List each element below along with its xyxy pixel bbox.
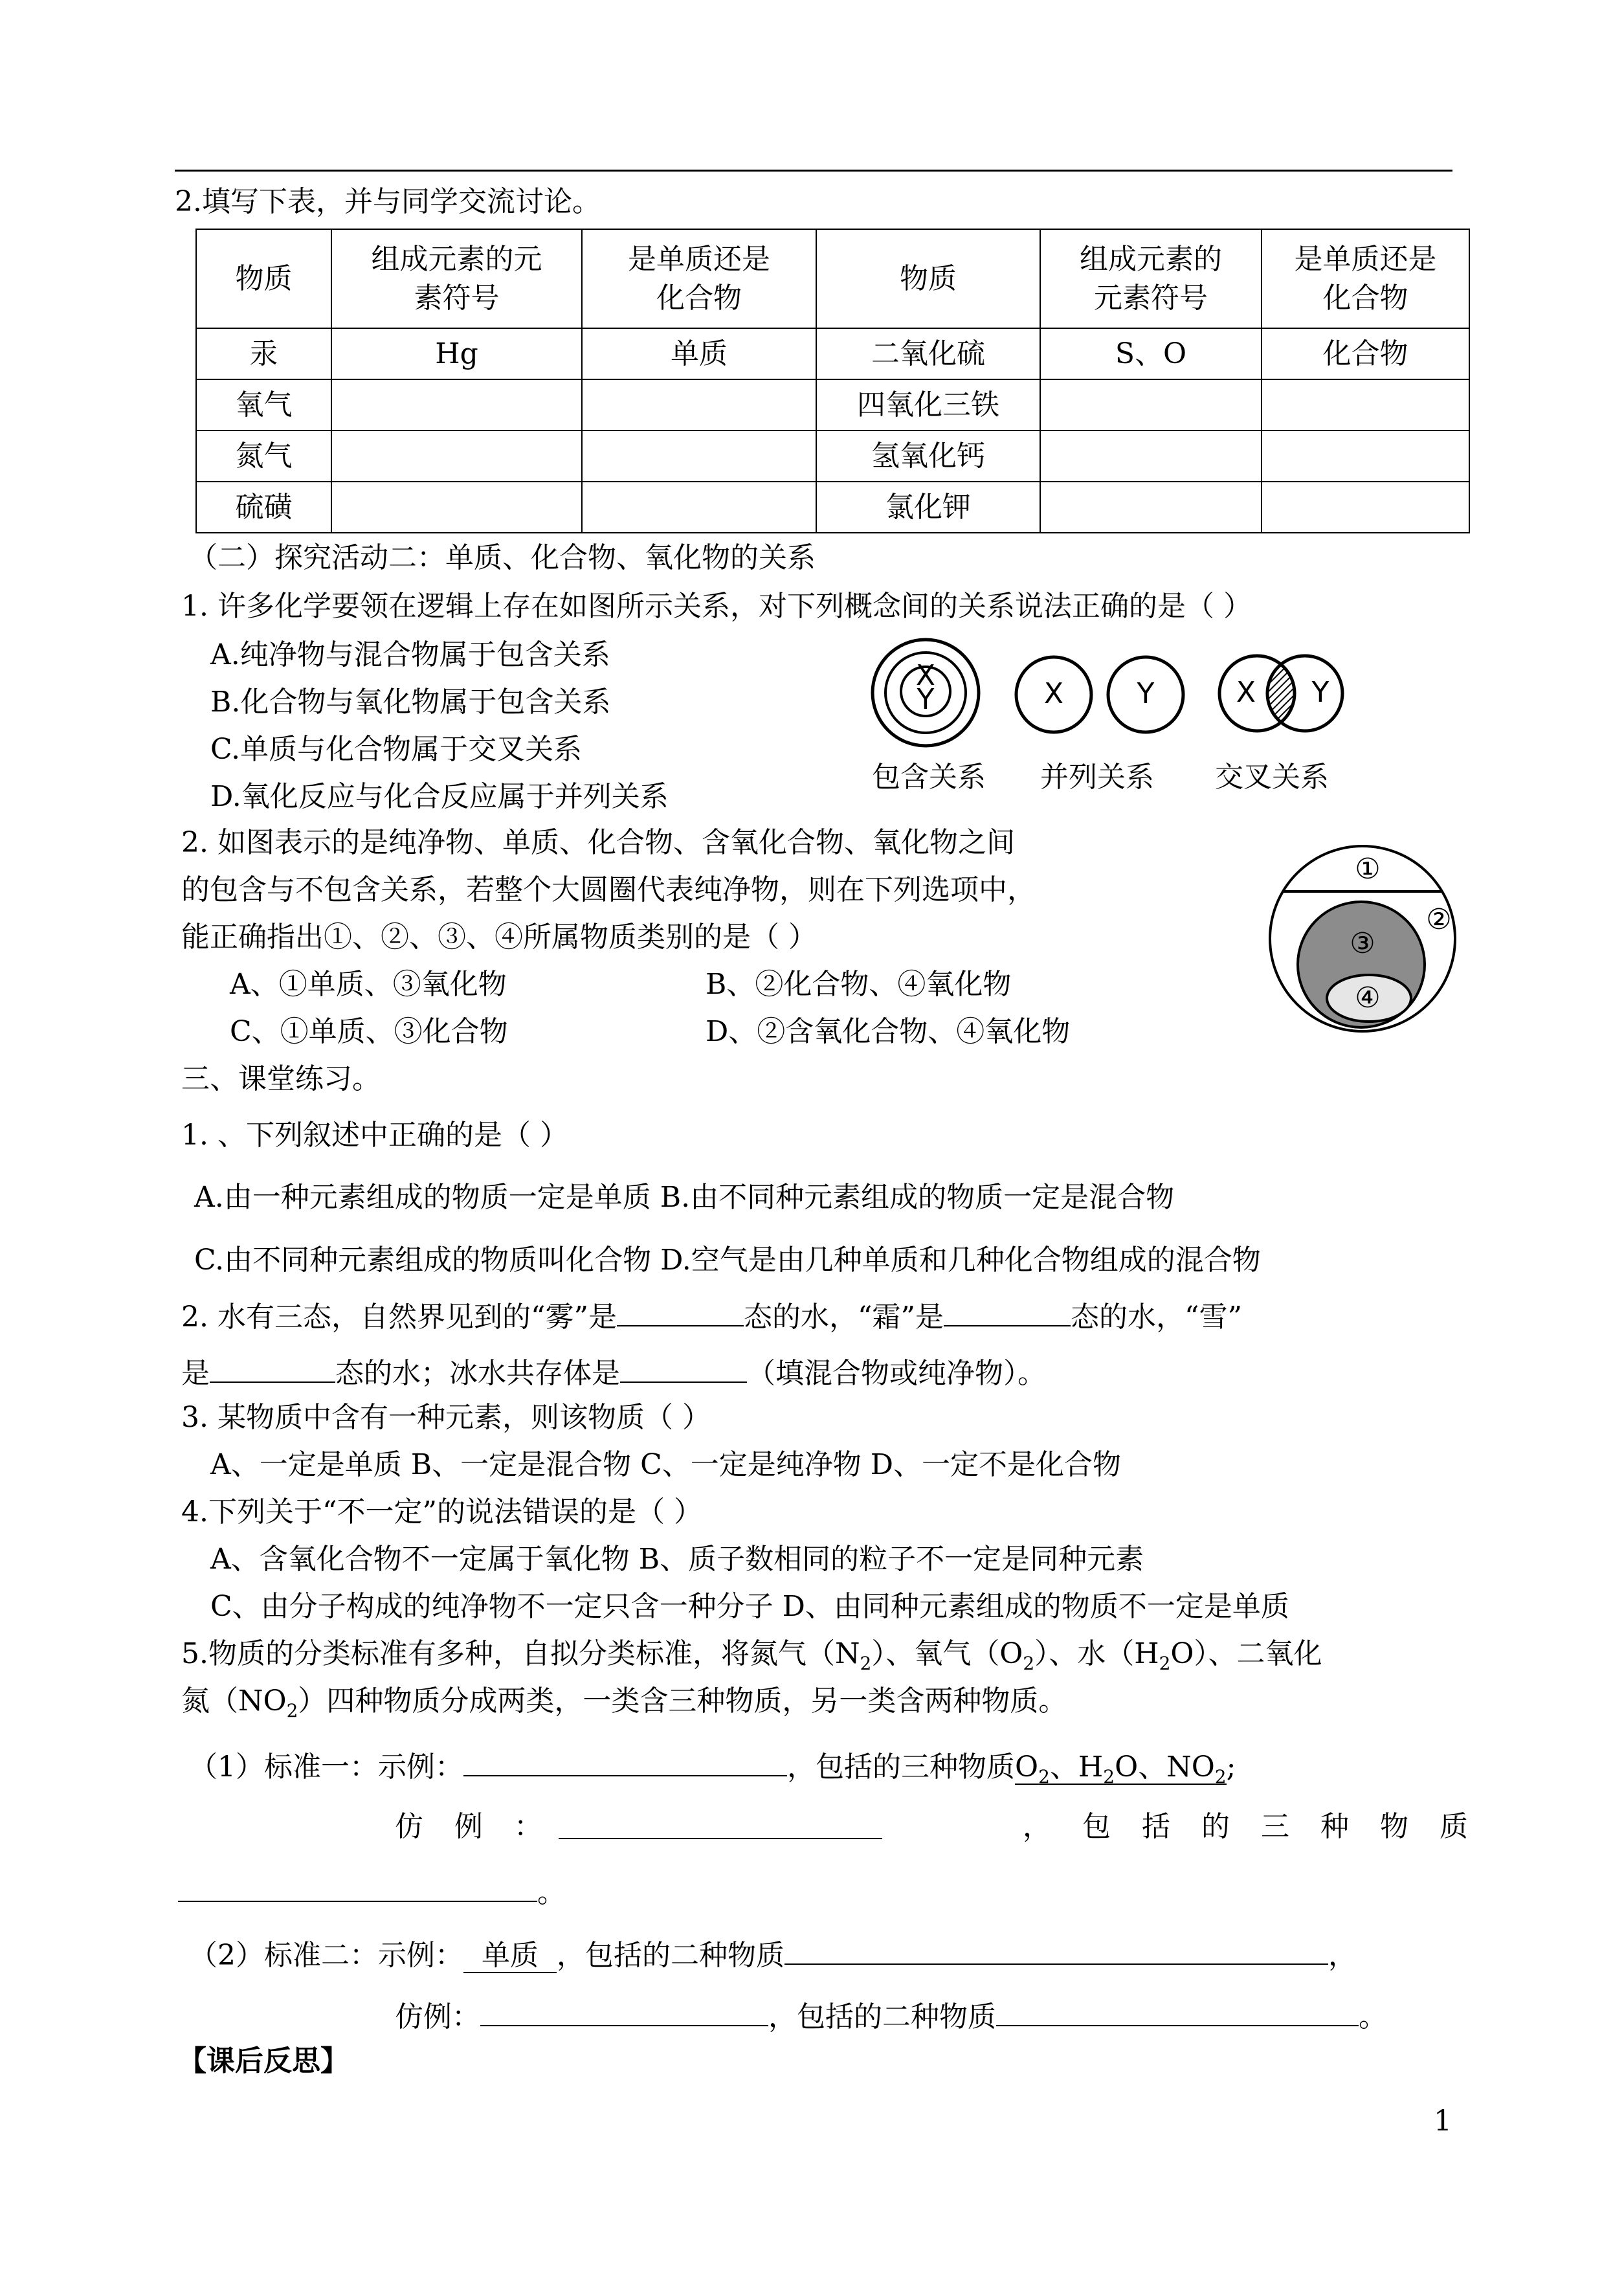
- region-mark-1: ①: [1355, 853, 1381, 886]
- p5-text: ）、氧气（O: [871, 1637, 1023, 1670]
- table-cell: S、O: [1040, 328, 1262, 379]
- table-cell: [1262, 379, 1469, 431]
- table-cell: [1262, 431, 1469, 482]
- table-cell: 氮气: [196, 431, 331, 482]
- table-cell: 汞: [196, 328, 331, 379]
- table-cell: [331, 431, 582, 482]
- q1-stem: 1. 许多化学要领在逻辑上存在如图所示关系，对下列概念间的关系说法正确的是（ ）: [181, 590, 1252, 623]
- header-cell: 组成元素的元 素符号: [331, 229, 582, 328]
- table-cell: [331, 379, 582, 431]
- q1-option-d: D.氧化反应与化合反应属于并列关系: [210, 780, 669, 813]
- table-cell: [331, 482, 582, 533]
- p5-text: 5.物质的分类标准有多种，自拟分类标准，将氮气（N: [181, 1637, 860, 1670]
- p5-text: ，包括的二种物质: [557, 1939, 784, 1972]
- contain-relation-diagram: [873, 640, 979, 746]
- table-cell: 单质: [582, 328, 816, 379]
- fill-blank[interactable]: [944, 1297, 1071, 1326]
- circle-letter-x: X: [1236, 676, 1256, 709]
- substance-table: [195, 229, 1470, 533]
- p2-text: 是: [181, 1357, 210, 1390]
- p5-text: ，包括的三种物质: [787, 1751, 1015, 1784]
- p5-standard2-fangli: [395, 1997, 1387, 2035]
- q2-stem-line2: 的包含与不包含关系，若整个大圆圈代表纯净物，则在下列选项中，: [181, 873, 1036, 906]
- example-standard: 单质: [463, 1939, 557, 1973]
- p5-text: 仿例：: [395, 2000, 480, 2033]
- fill-blank[interactable]: [559, 1809, 882, 1839]
- region-mark-4: ④: [1355, 981, 1381, 1014]
- fill-blank[interactable]: [784, 1935, 1328, 1965]
- subscript: 2: [1023, 1652, 1035, 1674]
- p5-text: （2）标准二：示例：: [189, 1939, 463, 1972]
- table-cell: 二氧化硫: [816, 328, 1040, 379]
- p2-line1: [181, 1297, 1242, 1335]
- p5-text: 。: [537, 1876, 566, 1909]
- q2-stem-line3: 能正确指出①、②、③、④所属物质类别的是（ ）: [181, 921, 817, 954]
- p3-stem: 3. 某物质中含有一种元素，则该物质（ ）: [181, 1401, 711, 1434]
- header-cell: 是单质还是 化合物: [1262, 229, 1469, 328]
- fill-blank[interactable]: [620, 1353, 747, 1383]
- pure-substance-diagram: [1265, 842, 1460, 1036]
- reflection-heading: 【课后反思】: [178, 2044, 349, 2077]
- p5-text: 。: [1359, 2000, 1387, 2033]
- diagram-label-parallel: 并列关系: [1040, 761, 1154, 794]
- p2-text: 态的水，“霜”是: [743, 1301, 944, 1334]
- q2-stem-line1: 2. 如图表示的是纯净物、单质、化合物、含氧化合物、氧化物之间: [181, 826, 1015, 859]
- header-cell: 物质: [196, 229, 331, 328]
- table-cell: 四氧化三铁: [816, 379, 1040, 431]
- p4-stem: 4.下列关于“不一定”的说法错误的是（ ）: [181, 1495, 702, 1528]
- p3-options: A、一定是单质 B、一定是混合物 C、一定是纯净物 D、一定不是化合物: [210, 1448, 1122, 1481]
- q2-intro: 2.填写下表，并与同学交流讨论。: [175, 185, 601, 218]
- p2-line2: [181, 1353, 1046, 1391]
- table-cell: 氧气: [196, 379, 331, 431]
- p5-fangli-line2: [178, 1872, 566, 1910]
- header-rule: [175, 170, 1452, 172]
- table-cell: [582, 482, 816, 533]
- table-row: [196, 328, 1469, 379]
- fill-blank[interactable]: [178, 1872, 537, 1902]
- region-mark-3: ③: [1350, 927, 1375, 960]
- table-cell: 氢氧化钙: [816, 431, 1040, 482]
- table-row: [196, 431, 1469, 482]
- table-cell: [582, 379, 816, 431]
- header-cell: 组成元素的 元素符号: [1040, 229, 1262, 328]
- p1-stem: 1. 、下列叙述中正确的是（ ）: [181, 1119, 568, 1152]
- p4-options-cd: C、由分子构成的纯净物不一定只含一种分子 D、由同种元素组成的物质不一定是单质: [210, 1590, 1289, 1623]
- parallel-relation-diagram: [1016, 657, 1183, 732]
- table-cell: [1262, 482, 1469, 533]
- fill-blank[interactable]: [617, 1297, 744, 1326]
- page-number: 1: [1434, 2105, 1452, 2138]
- header-cell: 物质: [816, 229, 1040, 328]
- circle-letter-y: Y: [1137, 677, 1155, 710]
- p5-standard1: [189, 1747, 1236, 1785]
- circle-letter-x: X: [915, 659, 936, 692]
- q2-option-b: B、②化合物、④氧化物: [706, 968, 1012, 1001]
- table-cell: Hg: [331, 328, 582, 379]
- p5-standard2: [189, 1935, 1357, 1973]
- cross-relation-diagram: [1219, 656, 1342, 731]
- p1-options-ab: A.由一种元素组成的物质一定是单质 B.由不同种元素组成的物质一定是混合物: [194, 1181, 1175, 1214]
- relation-diagrams: [867, 638, 1385, 806]
- fill-blank[interactable]: [480, 1997, 768, 2026]
- fill-blank[interactable]: [996, 1997, 1359, 2026]
- p5-text: 氮（NO: [181, 1684, 287, 1717]
- p5-fangli-label: 仿例：: [395, 1810, 573, 1843]
- p5-text: （1）标准一：示例：: [189, 1751, 463, 1784]
- q2-option-d: D、②含氧化合物、④氧化物: [706, 1015, 1071, 1048]
- fill-blank[interactable]: [463, 1747, 787, 1776]
- table-row: [196, 379, 1469, 431]
- p2-text: 态的水，“雪”: [1070, 1301, 1242, 1334]
- p1-options-cd: C.由不同种元素组成的物质叫化合物 D.空气是由几种单质和几种化合物组成的混合物: [194, 1244, 1261, 1277]
- table-cell: [1040, 431, 1262, 482]
- p2-text: 态的水；冰水共存体是: [335, 1357, 620, 1390]
- p5-text: ，包括的二种物质: [768, 2000, 996, 2033]
- table-cell: [582, 431, 816, 482]
- section2-title: （二）探究活动二：单质、化合物、氧化物的关系: [189, 541, 816, 574]
- p5-text: ）四种物质分成两类，一类含三种物质，另一类含两种物质。: [298, 1684, 1067, 1717]
- header-cell: 是单质还是 化合物: [582, 229, 816, 328]
- p4-options-ab: A、含氧化合物不一定属于氧化物 B、质子数相同的粒子不一定是同种元素: [210, 1543, 1144, 1576]
- table-row: [196, 482, 1469, 533]
- p5-line2: [181, 1684, 1067, 1719]
- fill-blank[interactable]: [210, 1353, 335, 1383]
- section3-title: 三、课堂练习。: [181, 1062, 381, 1095]
- q2-option-c: C、①单质、③化合物: [230, 1015, 508, 1048]
- q1-option-a: A.纯净物与混合物属于包含关系: [210, 638, 610, 671]
- table-cell: [1040, 482, 1262, 533]
- table-cell: [1040, 379, 1262, 431]
- p5-text: ;: [1226, 1751, 1236, 1784]
- p2-text: （填混合物或纯净物）。: [747, 1357, 1046, 1390]
- region-mark-2: ②: [1426, 903, 1452, 936]
- diagram-label-contain: 包含关系: [872, 761, 986, 794]
- diagram-label-cross: 交叉关系: [1215, 761, 1329, 794]
- table-header-row: [196, 229, 1469, 328]
- subscript: 2: [860, 1652, 872, 1674]
- subscript: 2: [1159, 1652, 1171, 1674]
- table-cell: 硫磺: [196, 482, 331, 533]
- example-species: $O_2$、$H_2O$、$NO_2$: [1015, 1751, 1227, 1787]
- table-cell: 氯化钾: [816, 482, 1040, 533]
- q1-option-c: C.单质与化合物属于交叉关系: [210, 733, 583, 766]
- q1-option-b: B.化合物与氧化物属于包含关系: [210, 686, 611, 719]
- circle-letter-y: Y: [917, 683, 935, 716]
- subscript: 2: [286, 1699, 298, 1721]
- table-cell: 化合物: [1262, 328, 1469, 379]
- q2-option-a: A、①单质、③氧化物: [230, 968, 507, 1001]
- circle-letter-x: X: [1043, 677, 1064, 710]
- p5-line1: [181, 1637, 1322, 1672]
- p5-fangli-mid: ，包括的三种物质: [1023, 1810, 1499, 1843]
- p5-text: ，: [1328, 1939, 1357, 1972]
- p2-text: 2. 水有三态，自然界见到的“雾”是: [181, 1301, 617, 1334]
- p5-text: ）、水（H: [1034, 1637, 1159, 1670]
- circle-letter-y: Y: [1311, 676, 1329, 709]
- p5-text: O）、二氧化: [1170, 1637, 1322, 1670]
